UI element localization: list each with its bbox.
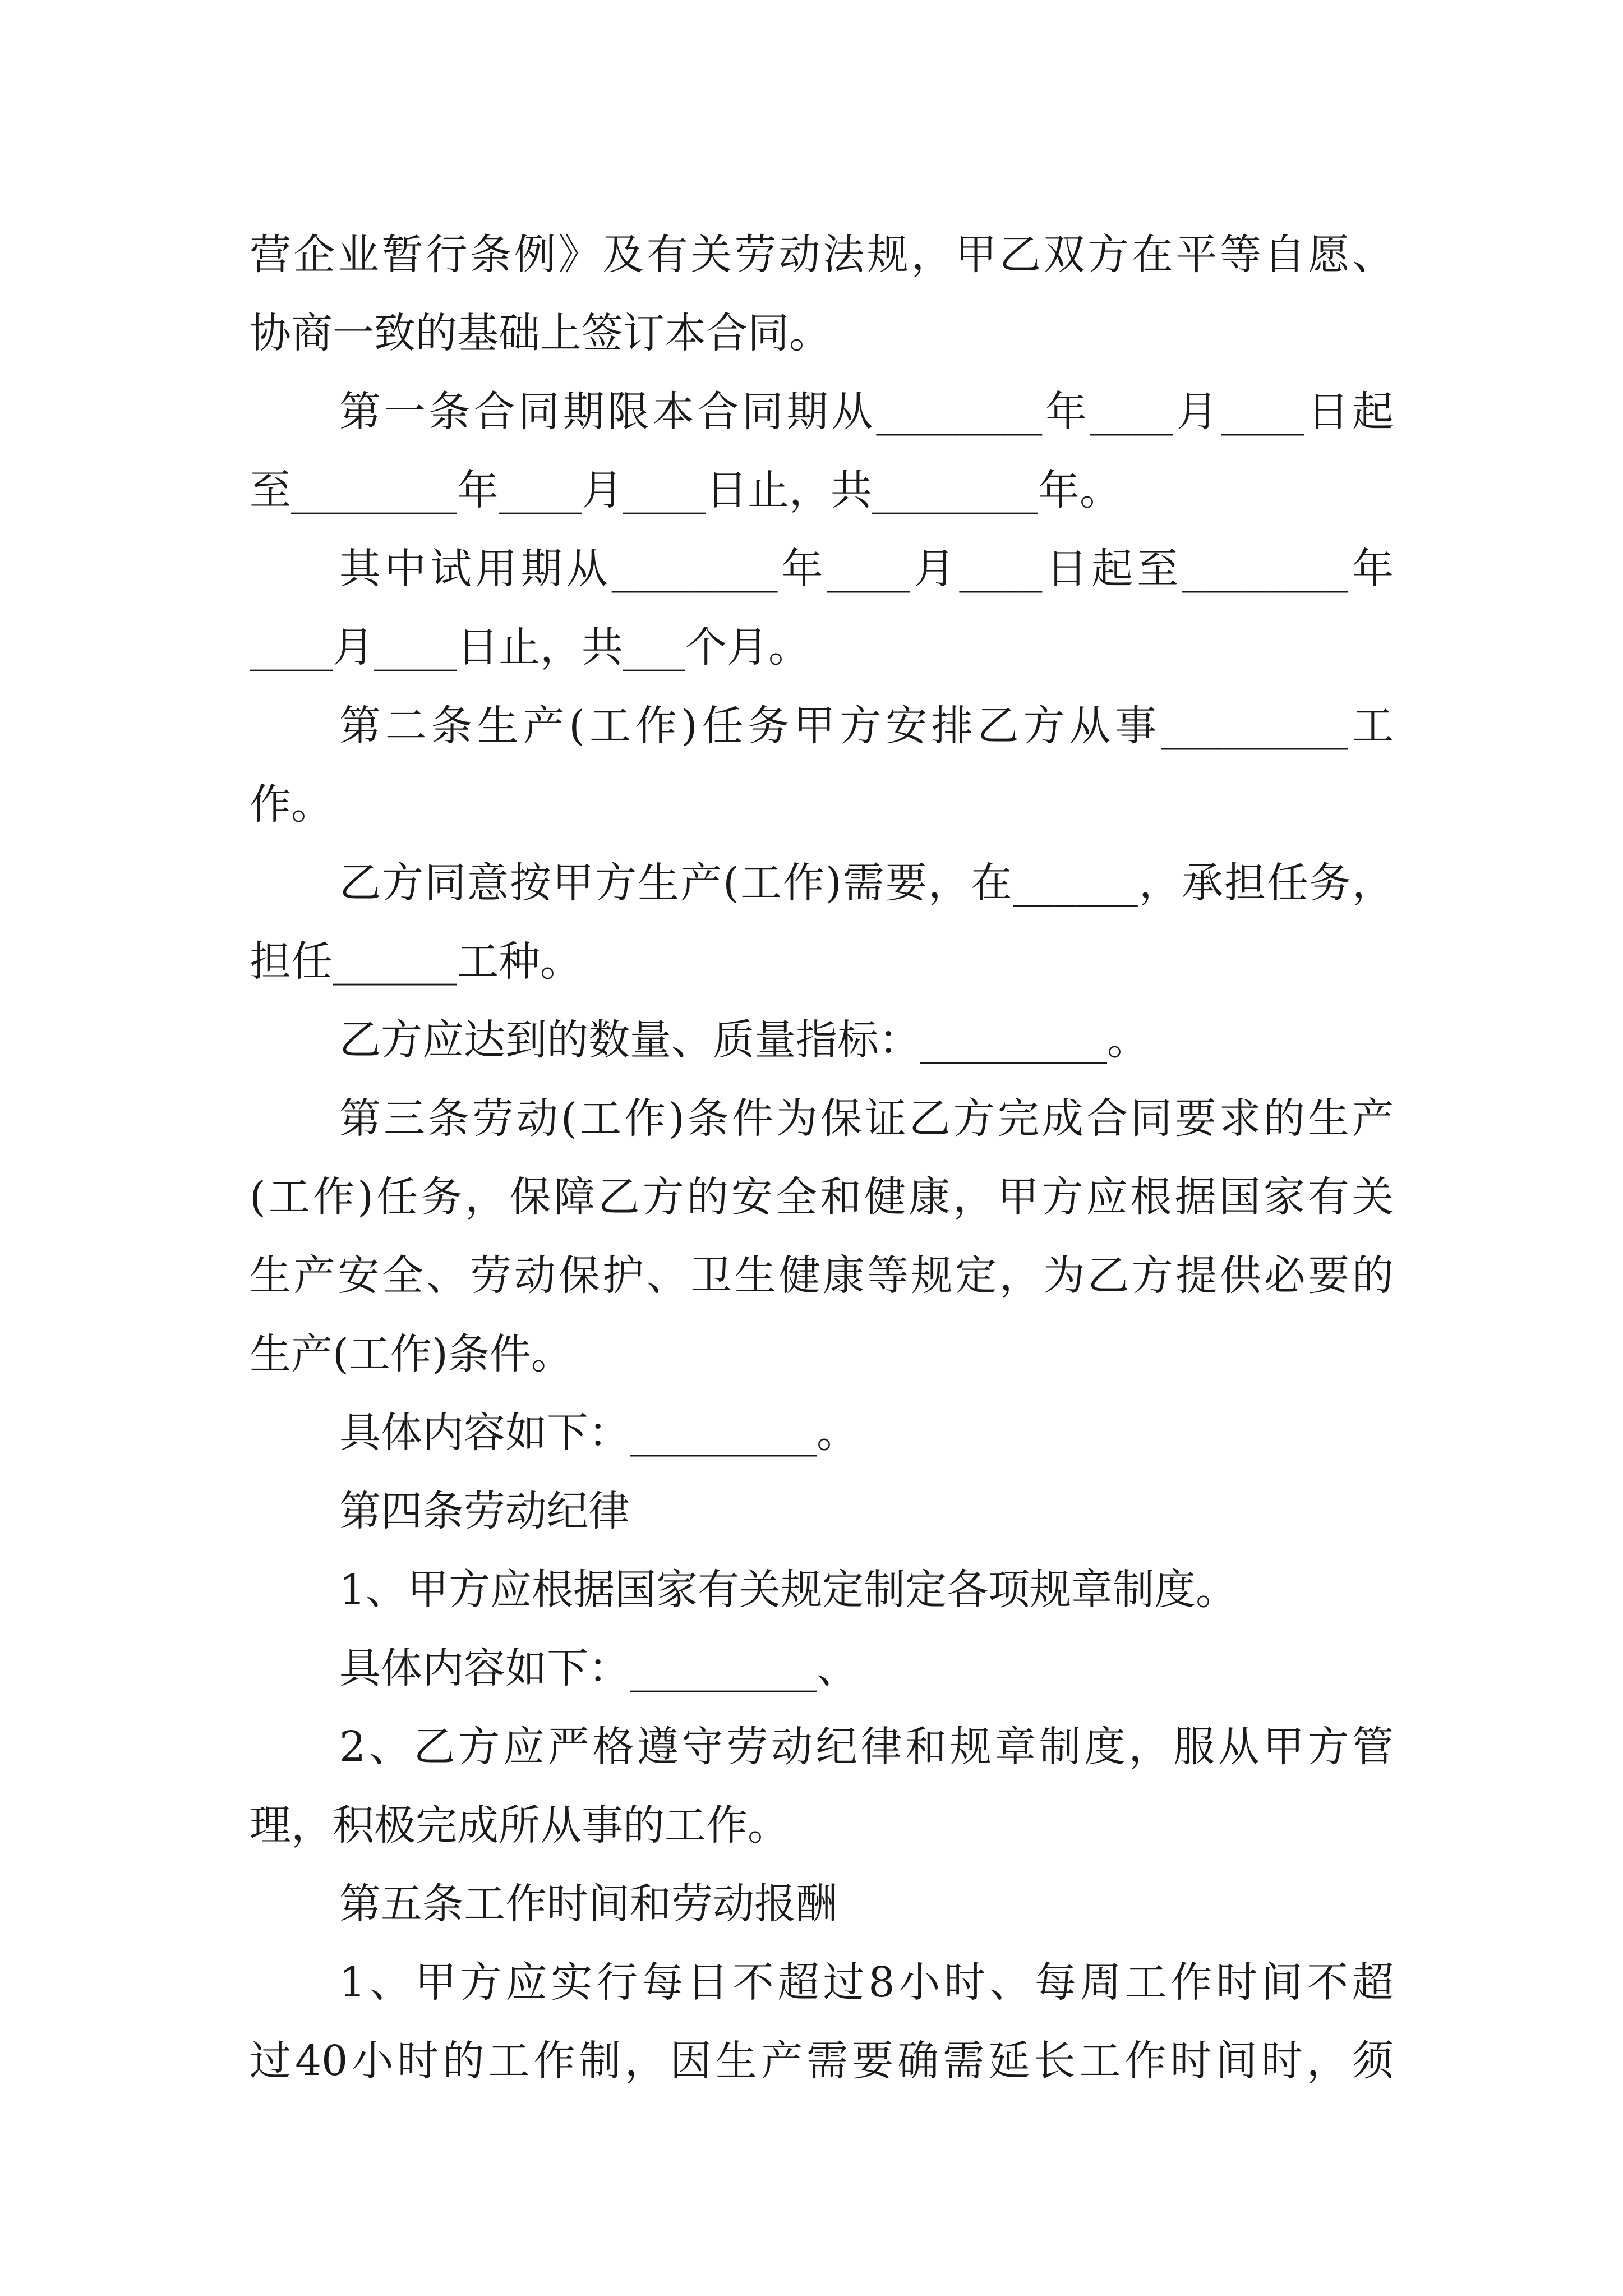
text-line: 生产安全、劳动保护、卫生健康等规定，为乙方提供必要的 (250, 1251, 1394, 1300)
text-line: 第四条劳动纪律 (339, 1487, 630, 1535)
text-line: 2、乙方应严格遵守劳动纪律和规章制度，服从甲方管 (339, 1723, 1394, 1771)
text-line: 协商一致的基础上签订本合同。 (250, 309, 831, 357)
text-line: 第三条劳动(工作)条件为保证乙方完成合同要求的生产 (339, 1094, 1394, 1143)
text-line: 具体内容如下：_________。 (339, 1409, 858, 1457)
text-line: 第五条工作时间和劳动报酬 (339, 1880, 837, 1928)
text-line: 作。 (250, 780, 333, 829)
text-line: 第一条合同期限本合同期从________年____月____日起 (339, 388, 1394, 436)
text-line: 理，积极完成所从事的工作。 (250, 1801, 789, 1849)
text-line: 营企业暂行条例》及有关劳动法规，甲乙双方在平等自愿、 (250, 231, 1394, 279)
text-line: 具体内容如下：_________、 (339, 1644, 858, 1692)
text-line: 至________年____月____日止，共________年。 (250, 466, 1121, 514)
text-line: 乙方应达到的数量、质量指标：_________。 (339, 1016, 1149, 1064)
text-line: 生产(工作)条件。 (250, 1330, 573, 1378)
text-line: 乙方同意按甲方生产(工作)需要，在______，承担任务， (339, 859, 1394, 907)
text-line: 1、甲方应根据国家有关规定制定各项规章制度。 (339, 1566, 1238, 1614)
text-line: ____月____日止，共___个月。 (250, 623, 810, 671)
contract-text (250, 215, 1394, 2100)
text-line: 其中试用期从________年____月____日起至________年 (339, 545, 1394, 593)
text-line: 担任______工种。 (250, 937, 582, 986)
text-line: 1、甲方应实行每日不超过8小时、每周工作时间不超 (339, 1958, 1394, 2007)
text-line: 第二条生产(工作)任务甲方安排乙方从事_________工 (339, 702, 1394, 750)
text-line: 过40小时的工作制，因生产需要确需延长工作时间时，须 (250, 2037, 1394, 2085)
text-line: (工作)任务，保障乙方的安全和健康，甲方应根据国家有关 (250, 1173, 1394, 1221)
